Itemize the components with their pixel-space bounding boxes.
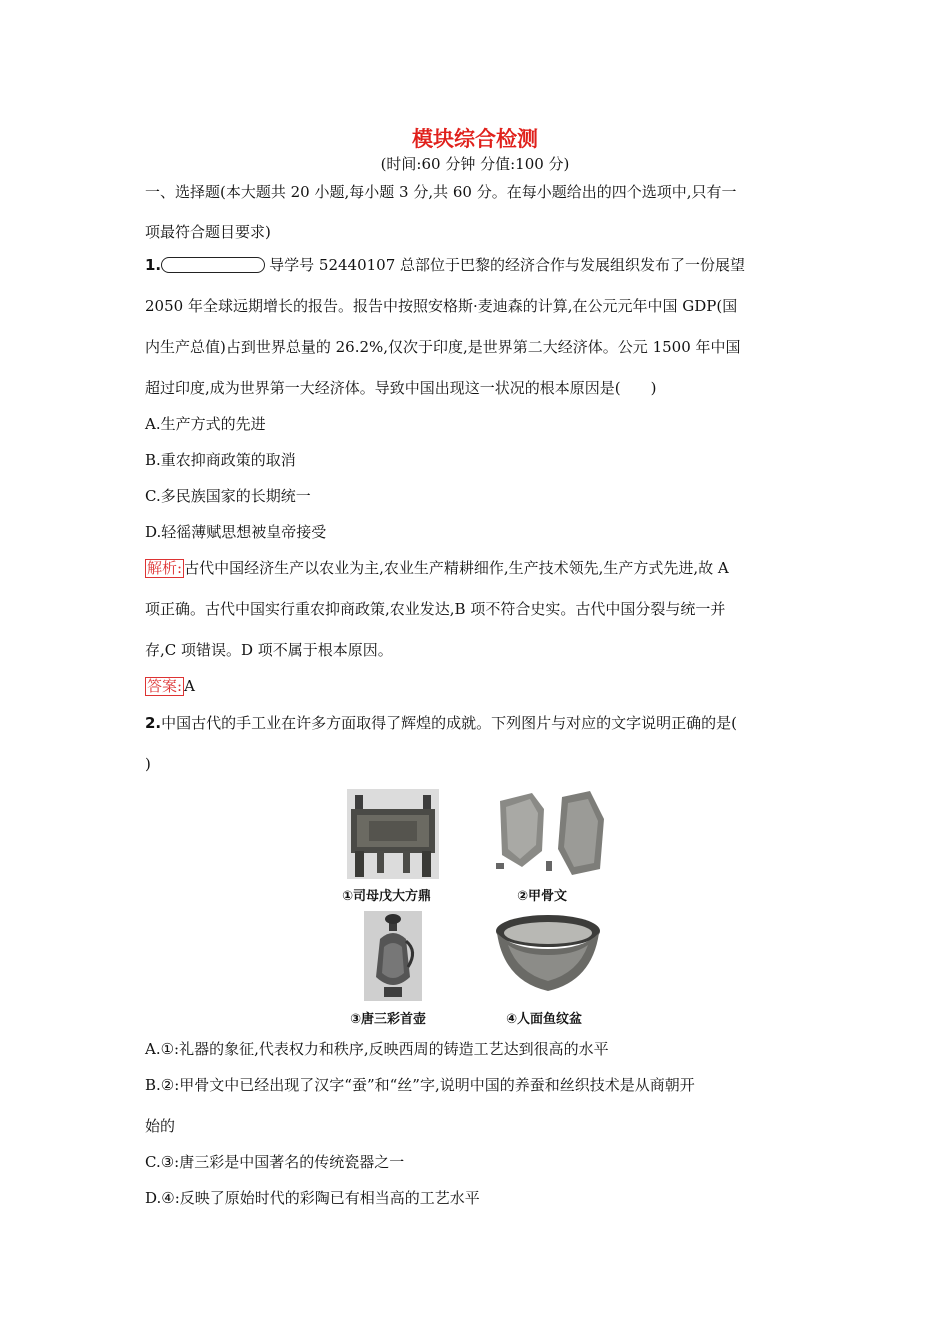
analysis-tag: 解析: [147,559,183,577]
question-1-answer [145,676,195,696]
answer-value: A [184,677,195,695]
question-1-option-d: D.轻徭薄赋思想被皇帝接受 [145,523,327,541]
question-1-analysis-line2: 项正确。古代中国实行重农抑商政策,农业发达,B 项不符合史实。古代中国分裂与统一并 [145,600,726,618]
time-score-info: (时间:60 分钟 分值:100 分) [380,155,570,173]
question-2-text-1: 中国古代的手工业在许多方面取得了辉煌的成就。下列图片与对应的文字说明正确的是( [161,714,737,732]
question-1-option-c: C.多民族国家的长期统一 [145,487,311,505]
question-1-line4: 超过印度,成为世界第一大经济体。导致中国出现这一状况的根本原因是( ) [145,379,657,397]
caption-oracle-bone: ②甲骨文 [517,889,568,904]
page-title: 模块综合检测 [412,127,538,151]
section-instructions-line2: 项最符合题目要求) [145,223,271,241]
question-1-line2: 2050 年全球远期增长的报告。报告中按照安格斯·麦迪森的计算,在公元元年中国 GDP(国 [145,297,738,315]
fish-basin-image [494,911,602,1001]
question-2-number: 2. [145,714,162,732]
question-2-line2: ) [145,755,151,773]
caption-tang-ewer: ③唐三彩首壶 [350,1012,427,1027]
question-1-number: 1. [145,256,162,274]
question-2-option-d: D.④:反映了原始时代的彩陶已有相当高的工艺水平 [145,1189,480,1207]
guide-number-oval [161,257,265,273]
question-2-option-b-line1: B.②:甲骨文中已经出现了汉字“蚕”和“丝”字,说明中国的养蚕和丝织技术是从商朝开 [145,1076,695,1094]
question-1-line3: 内生产总值)占到世界总量的 26.2%,仅次于印度,是世界第二大经济体。公元 1500 年中国 [145,338,741,356]
question-1-analysis-line3: 存,C 项错误。D 项不属于根本原因。 [145,641,393,659]
tang-ewer-image [364,911,422,1001]
analysis-text-1: 古代中国经济生产以农业为主,农业生产精耕细作,生产技术领先,生产方式先进,故 A [184,559,729,577]
caption-ding: ①司母戊大方鼎 [342,889,432,904]
question-1-option-b: B.重农抑商政策的取消 [145,451,296,469]
oracle-bone-image [492,789,610,879]
caption-fish-basin: ④人面鱼纹盆 [506,1012,583,1027]
question-2-option-c: C.③:唐三彩是中国著名的传统瓷器之一 [145,1153,405,1171]
question-1-analysis-line1 [145,558,729,578]
answer-tag: 答案: [147,677,183,695]
question-2-option-a: A.①:礼器的象征,代表权力和秩序,反映西周的铸造工艺达到很高的水平 [145,1040,609,1058]
question-1-text-1: 导学号 52440107 总部位于巴黎的经济合作与发展组织发布了一份展望 [269,256,746,274]
question-2-option-b-line2: 始的 [145,1117,176,1135]
question-1-line1 [145,255,745,275]
section-instructions-line1: 一、选择题(本大题共 20 小题,每小题 3 分,共 60 分。在每小题给出的四个选项中,只有一 [145,183,737,201]
ding-image [347,789,439,879]
question-1-option-a: A.生产方式的先进 [145,415,266,433]
question-2-line1 [145,713,737,733]
